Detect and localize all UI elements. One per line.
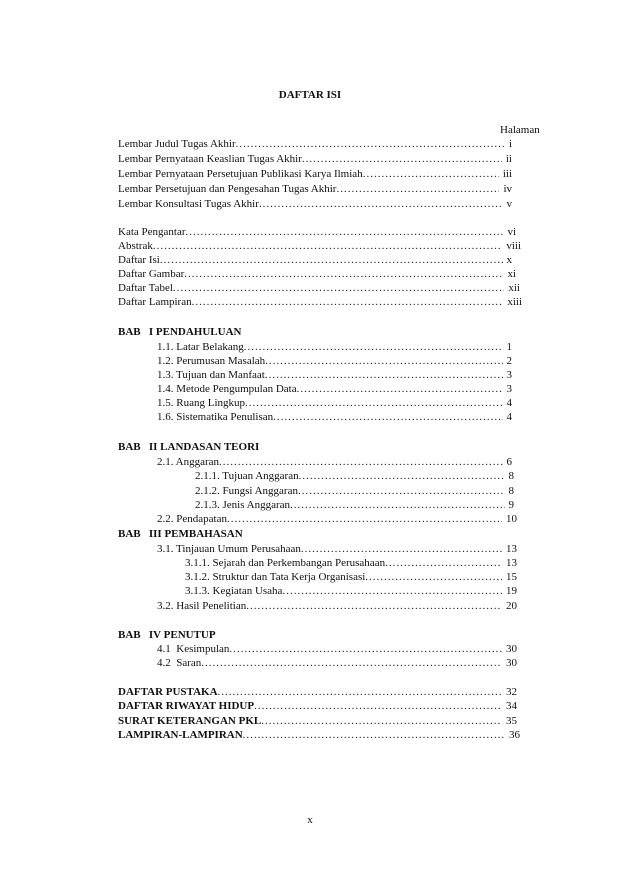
toc-entry: Daftar Gambar ..... xi [118,268,516,281]
toc-entry: 2.2. Pendapatan ..... 10 [157,513,517,526]
toc-entry: LAMPIRAN-LAMPIRAN ..... 36 [118,729,520,742]
chapter-heading: BAB I PENDAHULUAN [118,326,242,338]
toc-entry: Daftar Isi ..... x [118,254,512,267]
chapter-heading: BAB IV PENUTUP [118,629,216,641]
toc-entry: 1.1. Latar Belakang ..... 1 [157,341,512,354]
page-column-header: Halaman [500,124,540,136]
toc-entry: Lembar Pernyataan Persetujuan Publikasi Karya Ilmiah ..... iii [118,168,512,181]
toc-entry: 1.6. Sistematika Penulisan ..... 4 [157,411,512,424]
toc-entry: Daftar Tabel ..... xii [118,282,520,295]
toc-entry: 3.1. Tinjauan Umum Perusahaan ..... 13 [157,543,517,556]
chapter-heading: BAB III PEMBAHASAN [118,528,243,540]
toc-entry: Lembar Persetujuan dan Pengesahan Tugas Akhir ..... iv [118,183,512,196]
chapter-heading: BAB II LANDASAN TEORI [118,441,260,453]
toc-entry: 3.1.1. Sejarah dan Perkembangan Perusahaan ..... 13 [185,557,517,570]
toc-entry: 2.1.2. Fungsi Anggaran ..... 8 [195,485,514,498]
toc-entry: 1.4. Metode Pengumpulan Data ..... 3 [157,383,512,396]
toc-entry: 3.2. Hasil Penelitian ..... 20 [157,600,517,613]
toc-entry: 3.1.3. Kegiatan Usaha ..... 19 [185,585,517,598]
toc-entry: Kata Pengantar ..... vi [118,226,516,239]
toc-entry: Abstrak ..... viii [118,240,521,253]
page-number: x [307,814,313,826]
toc-entry: 1.3. Tujuan dan Manfaat ..... 3 [157,369,512,382]
toc-entry: Lembar Pernyataan Keaslian Tugas Akhir ..... ii [118,153,512,166]
page-title: DAFTAR ISI [278,89,342,101]
toc-entry: 2.1.1. Tujuan Anggaran ..... 8 [195,470,514,483]
toc-entry: 4.1 Kesimpulan ..... 30 [157,643,517,656]
toc-entry: 1.5. Ruang Lingkup ..... 4 [157,397,512,410]
toc-entry: SURAT KETERANGAN PKL ..... 35 [118,715,517,728]
toc-entry: DAFTAR PUSTAKA ..... 32 [118,686,517,699]
toc-entry: 2.1. Anggaran ..... 6 [157,456,512,469]
toc-entry: Daftar Lampiran ..... xiii [118,296,522,309]
toc-entry: DAFTAR RIWAYAT HIDUP ..... 34 [118,700,517,713]
toc-entry: 2.1.3. Jenis Anggaran ..... 9 [195,499,514,512]
toc-entry: 1.2. Perumusan Masalah ..... 2 [157,355,512,368]
toc-entry: Lembar Konsultasi Tugas Akhir ..... v [118,198,512,211]
toc-entry: 3.1.2. Struktur dan Tata Kerja Organisasi ..... 15 [185,571,517,584]
toc-entry: Lembar Judul Tugas Akhir ..... i [118,138,512,151]
toc-entry: 4.2 Saran ..... 30 [157,657,517,670]
